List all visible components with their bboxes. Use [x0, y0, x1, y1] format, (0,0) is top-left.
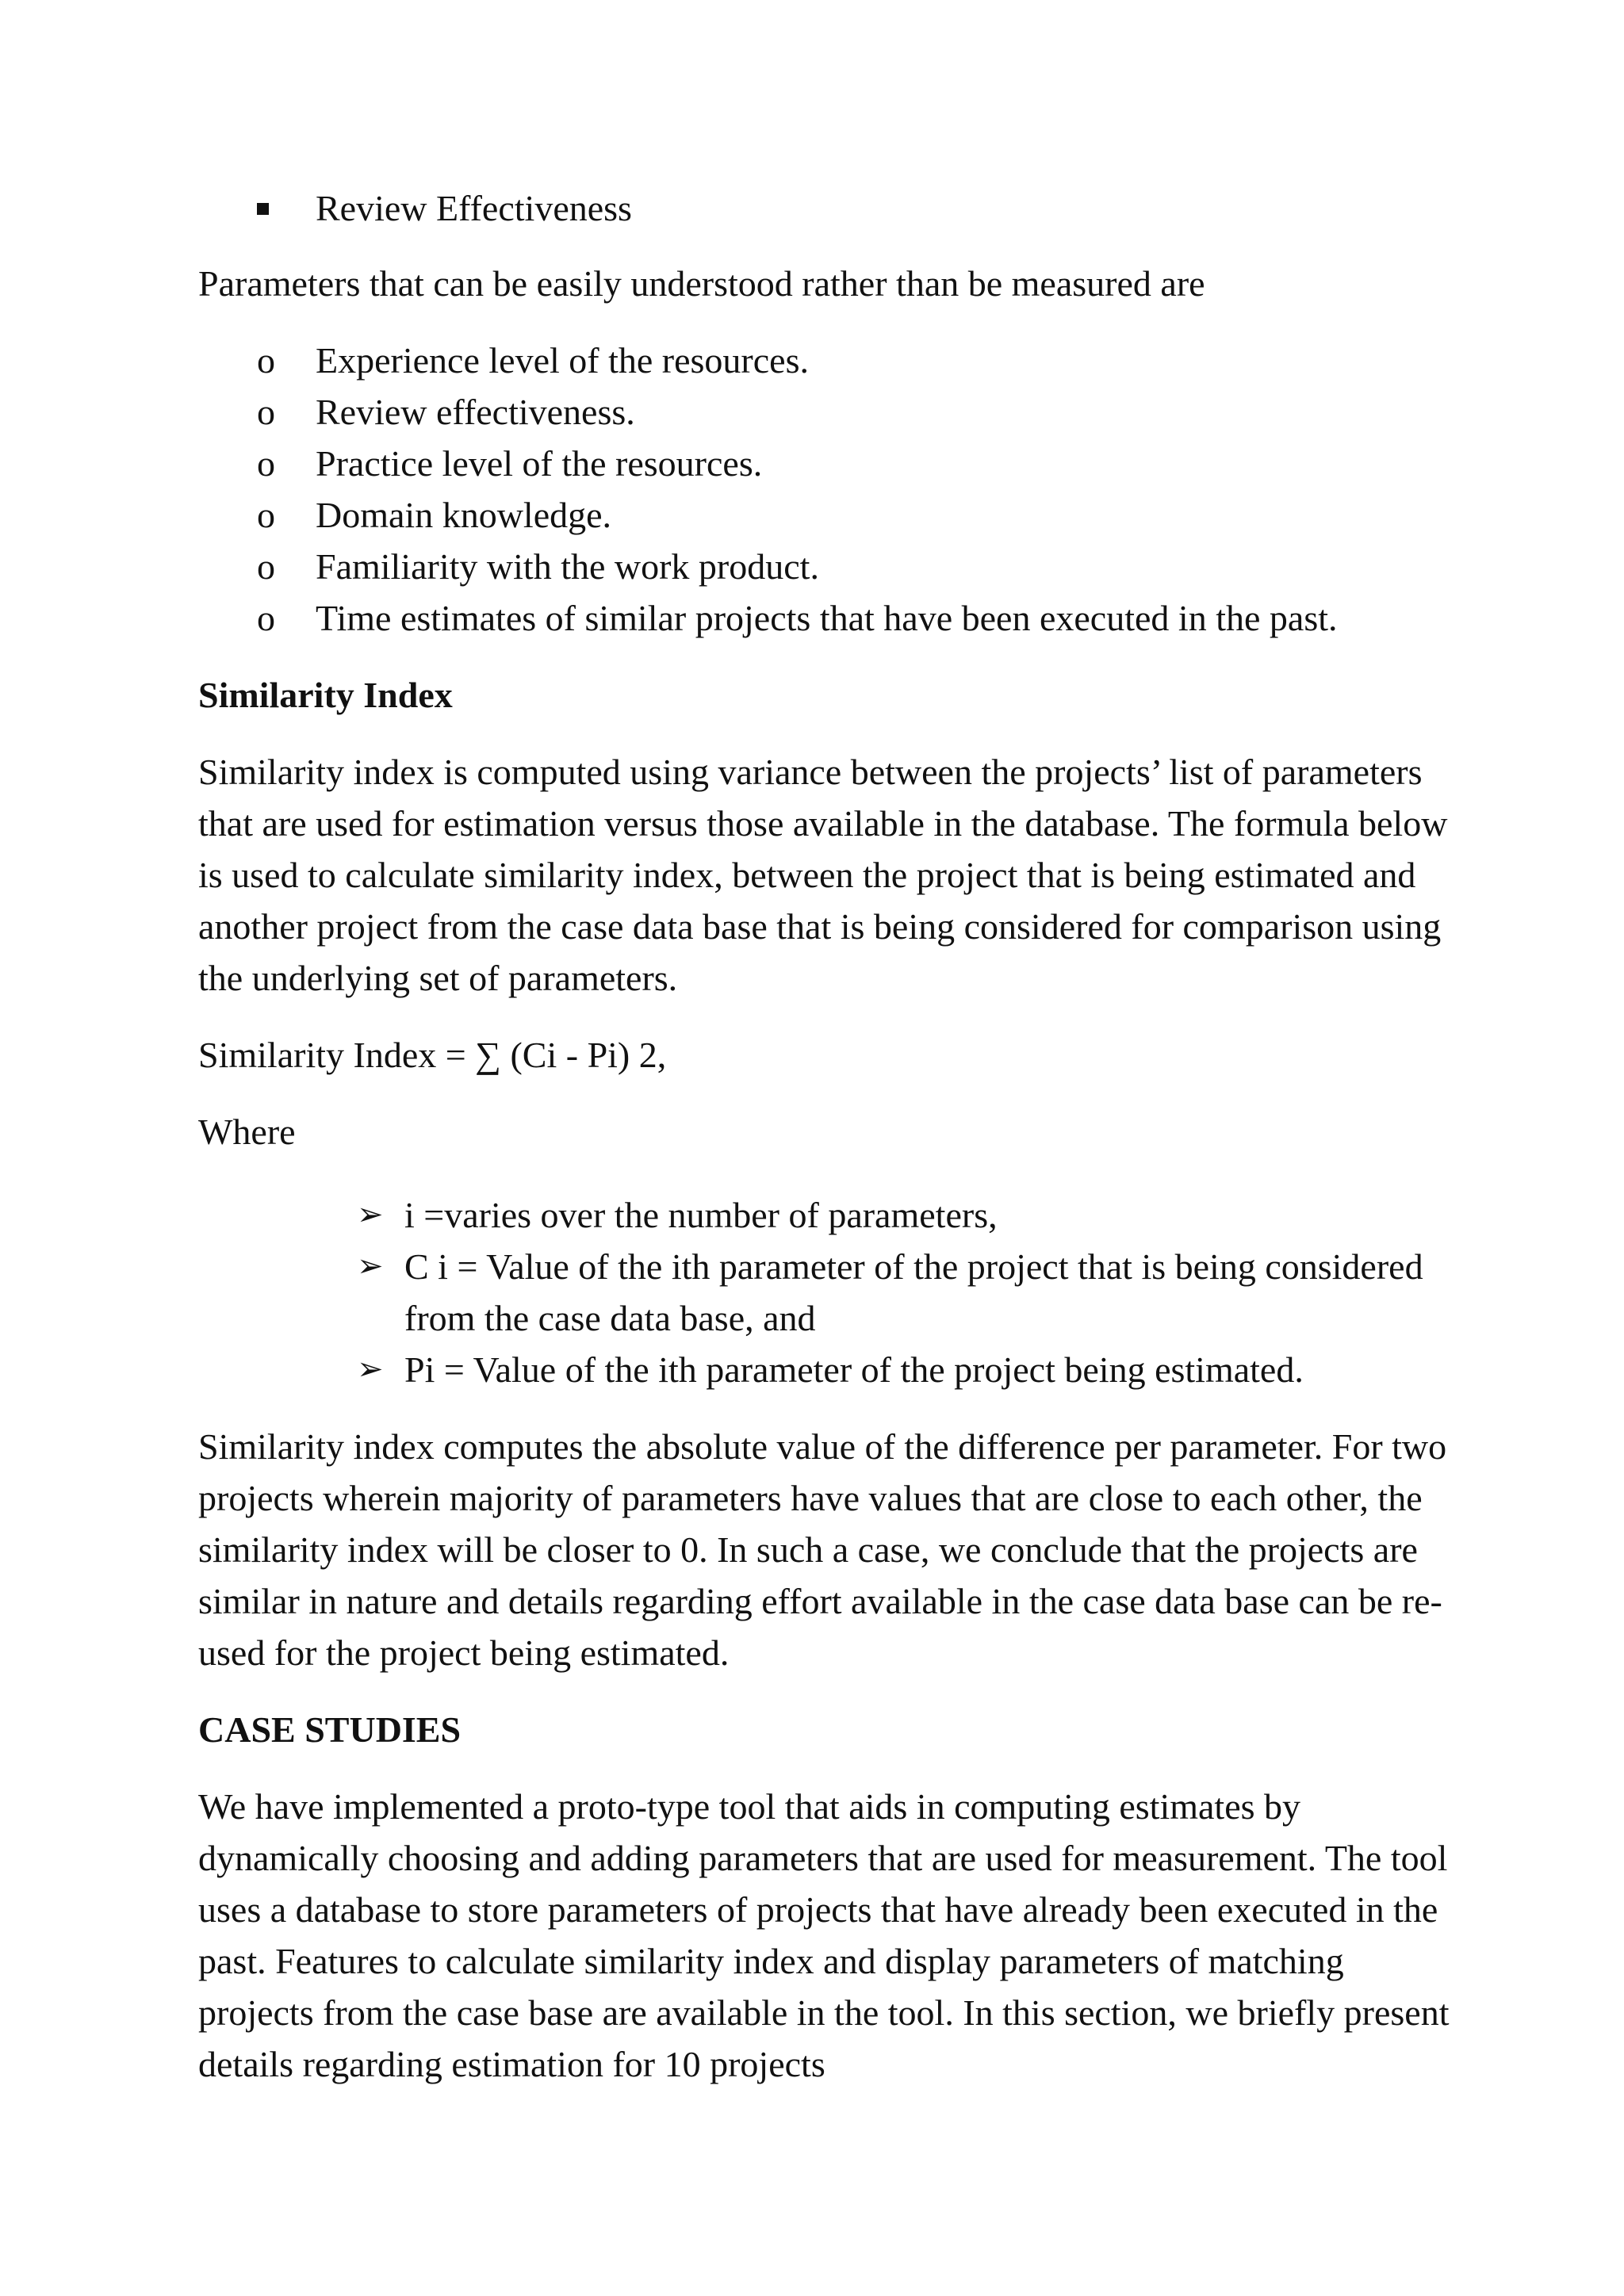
square-bullet-icon: [257, 203, 269, 215]
circle-bullet-icon: o: [257, 546, 275, 587]
arrow-bullet-icon: ➢: [357, 1351, 384, 1387]
arrow-bullet-icon: ➢: [357, 1196, 384, 1233]
list-item: o Experience level of the resources.: [198, 335, 1451, 386]
similarity-index-paragraph: Similarity index is computed using variance between the projects’ list of parameters that are used for estimation versus those available in the database. The formula below is used to calculate similarity index, between the project that is being estimated and another project from the case data base that is being considered for comparison using the underlying set of parameters.: [198, 752, 1448, 998]
parameters-list: [198, 335, 1451, 644]
similarity-formula: Similarity Index = ∑ (Ci - Pi) 2,: [198, 1035, 667, 1075]
intro-paragraph: Parameters that can be easily understood rather than be measured are: [198, 263, 1205, 304]
similarity-index-heading: Similarity Index: [198, 675, 453, 715]
case-studies-paragraph: We have implemented a proto-type tool that aids in computing estimates by dynamically choosing and adding parameters that are used for measurement. The tool uses a database to store parameters of projects that have already been executed in the past. Features to calculate similarity index and display parameters of matching projects from the case base are available in the tool. In this section, we briefly present details regarding estimation for 10 projects: [198, 1786, 1450, 2084]
circle-bullet-icon: o: [257, 598, 275, 638]
list-item: o Practice level of the resources.: [198, 438, 1451, 489]
document-page: [198, 182, 1451, 2115]
list-item: o Review effectiveness.: [198, 386, 1451, 438]
circle-bullet-icon: o: [257, 443, 275, 484]
list-item: o Familiarity with the work product.: [198, 541, 1451, 592]
case-studies-heading: CASE STUDIES: [198, 1709, 462, 1750]
list-item: ➢ Pi = Value of the ith parameter of the project being estimated.: [198, 1344, 1451, 1395]
review-effectiveness-bullet: [198, 182, 1451, 234]
list-item: o Domain knowledge.: [198, 489, 1451, 541]
bullet-text: Review Effectiveness: [316, 188, 632, 228]
definitions-list: [198, 1189, 1451, 1395]
circle-bullet-icon: o: [257, 392, 275, 432]
arrow-bullet-icon: ➢: [357, 1248, 384, 1284]
similarity-closing-paragraph: Similarity index computes the absolute value of the difference per parameter. For two projects wherein majority of parameters have values that are close to each other, the similarity index will be closer to 0. In such a case, we conclude that the projects are similar in nature and details regarding effort available in the case data base can be re-used for the project being estimated.: [198, 1426, 1447, 1673]
where-label: Where: [198, 1112, 296, 1152]
list-item: o Time estimates of similar projects that have been executed in the past.: [198, 592, 1451, 644]
list-item: ➢ C i = Value of the ith parameter of the project that is being considered from the case data base, and: [198, 1241, 1451, 1344]
circle-bullet-icon: o: [257, 495, 275, 535]
circle-bullet-icon: o: [257, 340, 275, 381]
list-item: ➢ i =varies over the number of parameters,: [198, 1189, 1451, 1241]
